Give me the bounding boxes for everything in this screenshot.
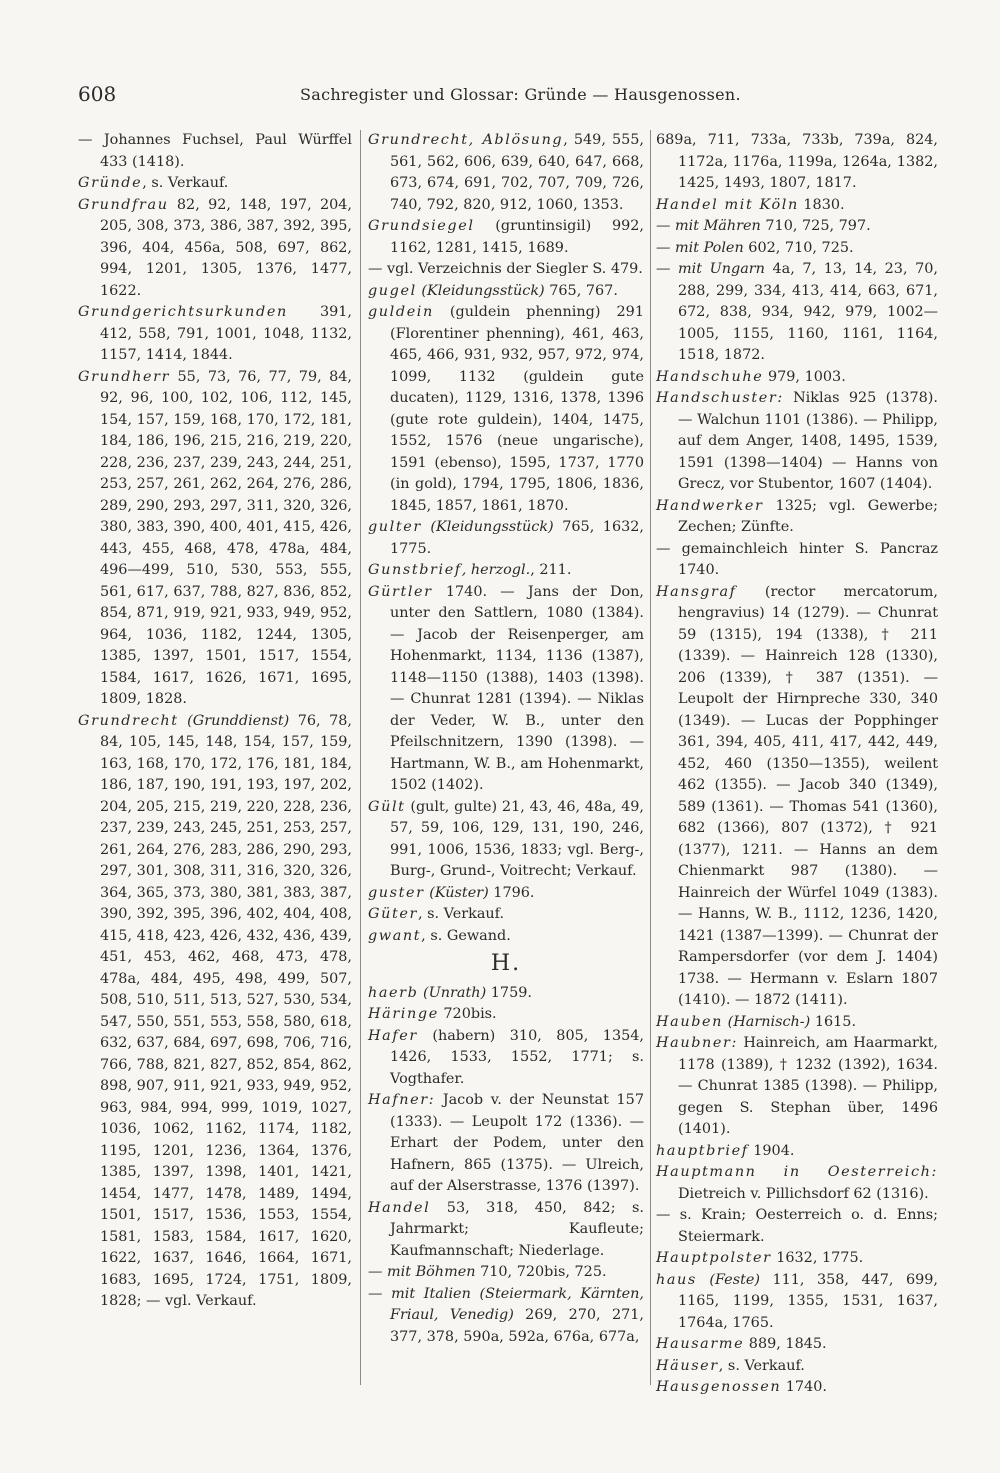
entry-rest: 82, 92, 148, 197, 204, 205, 308, 373, 386, 387, 392, 395, 396, 404, 456a, 508, 697, 862, 994, 1201, 1305, 1376, 1477, 1622. — [100, 196, 352, 299]
index-entry — [656, 539, 938, 582]
entry-term: Hauben — [656, 1013, 723, 1030]
column-divider — [360, 130, 361, 1385]
entry-term: Gunstbrief — [368, 562, 462, 578]
entry-rest: Dietreich v. Pillichsdorf 62 (1316). — [678, 1185, 929, 1202]
entry-term: Hausgenossen — [656, 1379, 782, 1395]
index-entry — [656, 238, 938, 260]
entry-rest: 710, 720bis, 725. — [475, 1264, 607, 1280]
index-entry — [368, 1198, 644, 1263]
index-entry — [368, 983, 644, 1005]
index-entry — [656, 1141, 938, 1163]
entry-term: Hansgraf — [656, 583, 737, 600]
entry-term: gwant — [368, 927, 422, 944]
entry-term: Güter — [368, 906, 418, 922]
entry-term: Handwerker — [656, 497, 764, 514]
index-column-3 — [656, 130, 938, 1399]
entry-note: (Kleidungsstück) — [421, 519, 554, 535]
index-entry — [656, 1248, 938, 1270]
entry-rest: 391, 412, 558, 791, 1001, 1048, 1132, 1157, 1414, 1844. — [100, 304, 352, 363]
index-entry — [368, 259, 644, 281]
entry-rest: — s. Krain; Oesterreich o. d. Enns; Steiermark. — [656, 1207, 938, 1245]
entry-rest: , s. Verkauf. — [417, 906, 505, 922]
entry-rest: 1325; vgl. Gewerbe; Zechen; Zünfte. — [678, 497, 938, 535]
entry-rest: , 211. — [530, 562, 572, 578]
entry-rest: , s. Verkauf. — [142, 175, 229, 191]
index-entry — [368, 281, 644, 303]
index-entry — [368, 926, 644, 948]
entry-rest: 720bis. — [438, 1006, 497, 1022]
index-entry — [656, 1270, 938, 1335]
entry-rest: 1830. — [798, 196, 845, 213]
entry-note: (Kleidungsstück) — [416, 282, 545, 299]
entry-rest: 765, 767. — [544, 282, 618, 299]
entry-term: gulter — [368, 519, 422, 535]
index-entry — [656, 216, 938, 238]
entry-rest: 76, 78, 84, 105, 145, 148, 154, 157, 159, 163, 168, 170, 172, 176, 181, 184, 186, 187, 190, 191, 193, 197, 202, 204, 205, 215, 219, 220, 228, 236, 237, 239, 243, 245, 251, 253, 257, 261, 264, 276, 283, 286, 290, 293, 297, 301, 308, 311, 316, 320, 326, 364, 365, 373, 380, 381, 383, 387, 390, 392, 395, 396, 402, 404, 408, 415, 418, 423, 426, 432, 436, 439, 451, 453, 462, 468, 473, 478, 478a, 484, 495, 498, 499, 507, 508, 510, 511, 513, 527, 530, 534, 547, 550, 551, 553, 558, 580, 618, 632, 637, 684, 697, 698, 706, 716, 766, 788, 821, 827, 852, 854, 862, 898, 907, 911, 921, 933, 949, 952, 963, 984, 994, 999, 1019, 1027, 1036, 1062, 1162, 1174, 1182, 1195, 1201, 1236, 1364, 1376, 1385, 1397, 1398, 1401, 1421, 1454, 1477, 1478, 1489, 1494, 1501, 1517, 1536, 1553, 1554, 1581, 1583, 1584, 1617, 1620, 1622, 1637, 1646, 1664, 1671, 1683, 1695, 1724, 1751, 1809, 1828; — vgl. Verkauf. — [100, 712, 352, 1309]
entry-rest: (gult, gulte) 21, 43, 46, 48a, 49, 57, 59, 106, 129, 131, 190, 246, 991, 1006, 1536, 1833; vgl. Berg-, Burg-, Grund-, Voitrecht; Verkauf. — [390, 798, 644, 879]
index-entry — [368, 1090, 644, 1198]
entry-rest: 1740. — [781, 1379, 827, 1395]
entry-rest: 889, 1845. — [744, 1336, 827, 1352]
entry-note: — mit Italien (Steiermark, Kärnten, Friaul, Venedig) — [368, 1285, 644, 1323]
entry-note: — mit Böhmen — [368, 1264, 476, 1280]
index-entry — [656, 582, 938, 1012]
entry-term: gugel — [368, 282, 417, 299]
entry-term: Handel — [368, 1199, 431, 1216]
entry-rest: , s. Gewand. — [421, 927, 511, 944]
index-entry — [656, 1205, 938, 1248]
entry-rest: 1796. — [488, 884, 535, 901]
entry-term: hauptbrief — [656, 1142, 749, 1159]
entry-note: (Grunddienst) — [178, 712, 290, 729]
entry-rest: (rector mercatorum, hengravius) 14 (1279). — Chunrat 59 (1315), 194 (1338), † 211 (1339). — Hainreich 128 (1330), 206 (1339), † 387 (1351). — Leupolt der Hirnpreche 330, 340 (1349). — Lucas der Popphinger 361, 394, 405, 411, 417, 442, 449, 452, 460 (1350—1355), weilent 462 (1355). — Jacob 340 (1349), 589 (1361). — Thomas 541 (1360), 682 (1366), 807 (1372), † 921 (1377), 1211. — Hanns an dem Chienmarkt 987 (1380). — Hainreich der Würfel 1049 (1383). — Hanns, W. B., 1112, 1236, 1420, 1421 (1387—1399). — Chunrat der Rampersdorfer (vor dem J. 1404) 1738. — Hermann v. Eslarn 1807 (1410). — 1872 (1411). — [678, 583, 938, 1008]
index-entry — [368, 883, 644, 905]
entry-rest: — gemainchleich hinter S. Pancraz 1740. — [656, 540, 938, 578]
index-entry — [78, 367, 352, 711]
entry-term: Hauptpolster — [656, 1250, 772, 1266]
entry-term: guster — [368, 884, 425, 901]
entry-term: Grundrecht — [78, 712, 179, 729]
entry-term: Grundsiegel — [368, 218, 475, 234]
index-entry — [656, 496, 938, 539]
index-entry — [656, 1033, 938, 1141]
entry-rest: 1759. — [486, 984, 532, 1001]
index-entry — [368, 904, 644, 926]
running-head: Sachregister und Glossar: Gründe — Hausgenossen. — [300, 85, 741, 104]
entry-term: haerb — [368, 984, 419, 1001]
entry-term: Gürtler — [368, 583, 433, 600]
index-entry — [368, 302, 644, 517]
index-entry — [368, 1026, 644, 1091]
entry-rest: 53, 318, 450, 842; s. Jahrmarkt; Kaufleute; Kaufmannschaft; Niederlage. — [390, 1199, 644, 1259]
entry-rest: 269, 270, 271, 377, 378, 590a, 592a, 676a, 677a, — [390, 1307, 644, 1345]
entry-rest: , 549, 555, 561, 562, 606, 639, 640, 647, 668, 673, 674, 691, 702, 707, 709, 726, 740, 792, 820, 912, 1060, 1353. — [390, 132, 644, 213]
entry-note: (Harnisch-) — [723, 1013, 811, 1030]
index-entry — [368, 582, 644, 797]
entry-rest: Jacob v. der Neunstat 157 (1333). — Leupolt 172 (1336). — Erhart der Podem, unter den Hafnern, 865 (1375). — Ulreich, auf der Alserstrasse, 1376 (1397). — [390, 1092, 644, 1194]
index-entry — [656, 1334, 938, 1356]
index-entry — [368, 560, 644, 582]
entry-term: Häuser — [656, 1357, 719, 1374]
entry-rest: Hainreich, am Haarmarkt, 1178 (1389), † 1232 (1392), 1634. — Chunrat 1385 (1398). — Philipp, gegen S. Stephan über, 1496 (1401). — [678, 1035, 938, 1137]
index-entry — [368, 1004, 644, 1026]
index-entry — [78, 173, 352, 195]
entry-term: Gründe — [78, 175, 143, 191]
entry-term: haus — [656, 1271, 697, 1288]
index-entry — [78, 711, 352, 1313]
index-entry — [656, 1377, 938, 1399]
entry-term: Hauptmann in Oesterreich: — [656, 1164, 938, 1180]
entry-note: — mit Polen — [656, 239, 744, 256]
entry-rest: Niklas 925 (1378). — Walchun 1101 (1386). — Philipp, auf dem Anger, 1408, 1495, 1539, 1591 (1398—1404) — Hanns von Grecz, vor Stubentor, 1607 (1404). — [678, 390, 938, 492]
entry-term: Hafer — [368, 1027, 418, 1044]
entry-rest: (habern) 310, 805, 1354, 1426, 1533, 1552, 1771; s. Vogthafer. — [390, 1027, 644, 1087]
entry-rest: 1615. — [810, 1013, 857, 1030]
entry-rest: 1740. — Jans der Don, unter den Sattlern, 1080 (1384). — Jacob der Reisenperger, am Hohenmarkt, 1134, 1136 (1387), 1148—1150 (1388), 1403 (1398). — Chunrat 1281 (1394). — Niklas der Veder, W. B., unter den Pfeilschnitzern, 1390 (1398). — Hartmann, W. B., am Hohenmarkt, 1502 (1402). — [390, 583, 644, 793]
entry-note: (Feste) — [696, 1271, 760, 1288]
index-entry — [656, 388, 938, 496]
entry-rest: 111, 358, 447, 699, 1165, 1199, 1355, 1531, 1637, 1764a, 1765. — [678, 1271, 939, 1331]
index-entry — [656, 1356, 938, 1378]
column-divider — [650, 130, 651, 1385]
index-entry — [656, 1012, 938, 1034]
entry-note: — mit Ungarn — [656, 261, 765, 277]
index-entry — [368, 1284, 644, 1349]
entry-rest: 1632, 1775. — [771, 1250, 864, 1266]
index-entry — [78, 302, 352, 367]
entry-term: Grundgerichtsurkunden — [78, 304, 288, 320]
entry-term: Hausarme — [656, 1336, 745, 1352]
entry-rest: 55, 73, 76, 77, 79, 84, 92, 96, 100, 102, 106, 112, 145, 154, 157, 159, 168, 170, 172, 181, 184, 186, 196, 215, 216, 219, 220, 228, 236, 237, 239, 243, 244, 251, 253, 257, 261, 262, 264, 276, 286, 289, 290, 293, 297, 311, 320, 326, 380, 383, 390, 400, 401, 415, 426, 443, 455, 468, 478, 478a, 484, 496—499, 510, 530, 553, 555, 561, 617, 637, 788, 827, 836, 852, 854, 871, 919, 921, 933, 949, 952, 964, 1036, 1182, 1244, 1305, 1385, 1397, 1501, 1517, 1554, 1584, 1617, 1626, 1671, 1695, 1809, 1828. — [100, 368, 352, 707]
entry-term: Hafner: — [368, 1092, 436, 1108]
entry-term: Häringe — [368, 1006, 439, 1022]
entry-term: Handschuhe — [656, 368, 764, 385]
index-column-2 — [368, 130, 644, 1348]
entry-rest: 765, 1632, 1775. — [390, 519, 645, 557]
entry-term: Grundfrau — [78, 196, 169, 213]
index-entry — [368, 517, 644, 560]
entry-rest: 979, 1003. — [763, 368, 846, 385]
entry-term: guldein — [368, 304, 434, 320]
index-entry — [656, 1162, 938, 1205]
index-entry — [656, 259, 938, 367]
entry-rest: 602, 710, 725. — [743, 239, 854, 256]
entry-note: (Unrath) — [418, 984, 487, 1001]
index-entry — [368, 216, 644, 259]
entry-term: Handschuster: — [656, 390, 784, 406]
entry-term: Handel mit Köln — [656, 196, 799, 213]
page-number: 608 — [78, 82, 117, 106]
index-entry — [368, 797, 644, 883]
index-entry — [368, 130, 644, 216]
index-entry — [78, 130, 352, 173]
entry-term: Grundrecht, Ablösung — [368, 132, 564, 148]
index-entry — [656, 130, 938, 195]
index-entry — [368, 1262, 644, 1284]
entry-rest: , s. Verkauf. — [718, 1357, 805, 1374]
entry-rest: — Johannes Fuchsel, Paul Würffel 433 (1418). — [78, 132, 352, 170]
index-column-1 — [78, 130, 352, 1313]
entry-term: Gült — [368, 798, 406, 815]
index-entry — [656, 367, 938, 389]
entry-note: , herzogl. — [461, 562, 531, 578]
entry-rest: 689a, 711, 733a, 733b, 739a, 824, 1172a, 1176a, 1199a, 1264a, 1382, 1425, 1493, 1807, 1817. — [656, 132, 938, 191]
entry-term: Grundherr — [78, 368, 171, 385]
entry-rest: (guldein phenning) 291 (Florentiner phenning), 461, 463, 465, 466, 931, 932, 957, 972, 974, 1099, 1132 (guldein gute ducaten), 1129, 1316, 1378, 1396 (gute rote guldein), 1404, 1475, 1552, 1576 (neue ungarische), 1591 (ebenso), 1595, 1737, 1770 (in gold), 1794, 1795, 1806, 1836, 1845, 1857, 1861, 1870. — [390, 304, 644, 514]
entry-rest: (gruntinsigil) 992, 1162, 1281, 1415, 1689. — [390, 218, 644, 256]
entry-term: Haubner: — [656, 1035, 738, 1051]
entry-rest: — vgl. Verzeichnis der Siegler S. 479. — [368, 261, 643, 277]
section-heading: H. — [490, 951, 522, 976]
entry-note: (Küster) — [424, 884, 489, 901]
entry-note: — mit Mähren — [656, 218, 761, 234]
entry-rest: 4a, 7, 13, 14, 23, 70, 288, 299, 334, 413, 414, 663, 671, 672, 838, 934, 942, 979, 1002—1005, 1155, 1160, 1161, 1164, 1518, 1872. — [678, 261, 938, 363]
index-entry — [656, 195, 938, 217]
index-entry — [78, 195, 352, 303]
entry-rest: 1904. — [748, 1142, 795, 1159]
entry-rest: 710, 725, 797. — [760, 218, 871, 234]
